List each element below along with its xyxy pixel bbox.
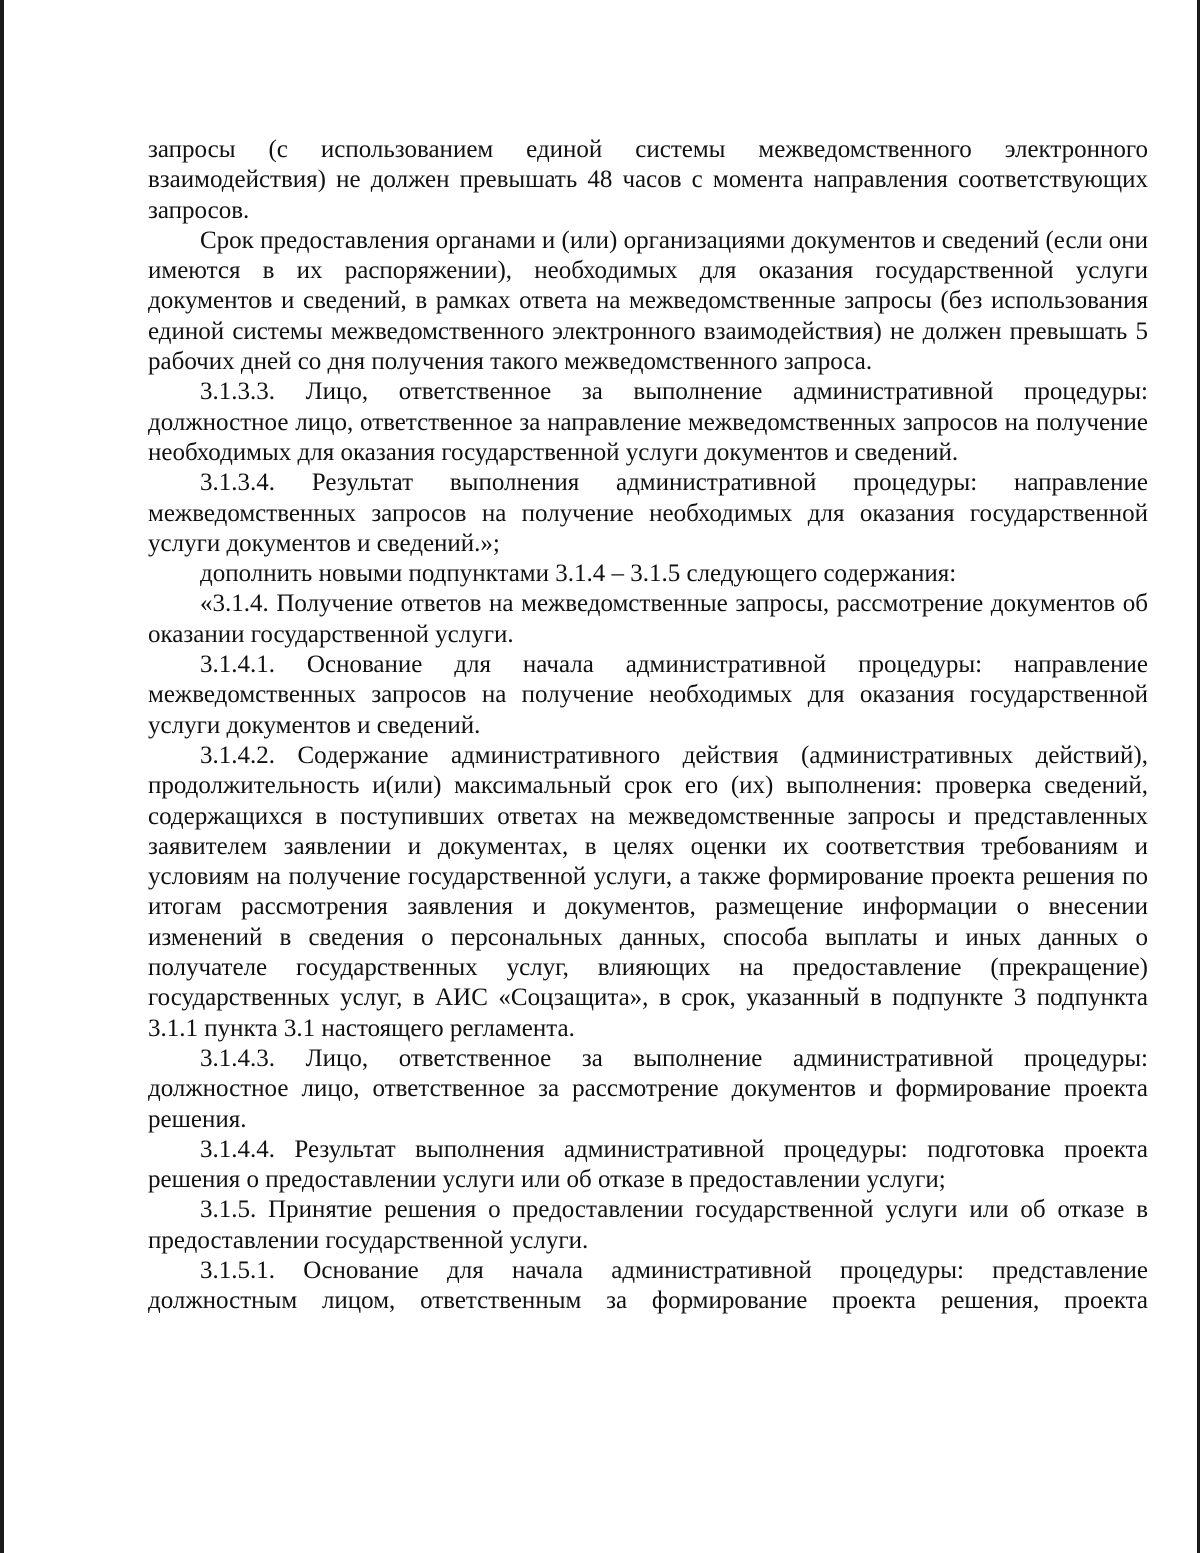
- paragraph-amendment-intro: дополнить новыми подпунктами 3.1.4 – 3.1.5 следующего содержания:: [200, 560, 957, 588]
- paragraph-3-1-4-4: 3.1.4.4. Результат выполнения административной процедуры: подготовка проекта решения о предоставлении услуги или об отказе в предоставлении услуги;: [148, 1135, 1148, 1194]
- paragraph-3-1-5-1: 3.1.5.1. Основание для начала административной процедуры: представление должностным лицом, ответственным за формирование проекта решения, проекта: [148, 1256, 1148, 1315]
- paragraph-3-1-5: 3.1.5. Принятие решения о предоставлении государственной услуги или об отказе в предоставлении государственной услуги.: [148, 1196, 1148, 1254]
- paragraph-3-1-4-2: 3.1.4.2. Содержание административного действия (административных действий), продолжительность и(или) максимальный срок его (их) выполнения: проверка сведений, содержащихся в поступивших ответах на межведомственные запросы и представленных заявителем заявлении и документах, в целях оценки их соответствия требованиям и условиям на получение государственной услуги, а также формирование проекта решения по итогам рассмотрения заявления и документов, размещение информации о внесении изменений в сведения о персональных данных, способа выплаты и иных данных о получателе государственных услуг, влияющих на предоставление (прекращение) государственных услуг, в АИС «Соцзащита», в срок, указанный в подпункте 3 подпункта 3.1.1 пункта 3.1 настоящего регламента.: [148, 741, 1148, 1042]
- document-body: [148, 135, 1148, 1317]
- paragraph-3-1-4-1: 3.1.4.1. Основание для начала административной процедуры: направление межведомственных запросов на получение необходимых для оказания государственной услуги документов и сведений.: [148, 651, 1148, 739]
- paragraph-3-1-3-3: 3.1.3.3. Лицо, ответственное за выполнение административной процедуры: должностное лицо, ответственное за направление межведомственных запросов на получение необходимых для оказания государственной услуги документов и сведений.: [148, 378, 1148, 466]
- paragraph-request-deadline-5-days: Срок предоставления органами и (или) организациями документов и сведений (если они имеются в их распоряжении), необходимых для оказания государственной услуги документов и сведений, в рамках ответа на межведомственные запросы (без использования единой системы межведомственного электронного взаимодействия) не должен превышать 5 рабочих дней со дня получения такого межведомственного запроса.: [148, 226, 1148, 376]
- paragraph-3-1-3-4: 3.1.3.4. Результат выполнения административной процедуры: направление межведомственных запросов на получение необходимых для оказания государственной услуги документов и сведений.»;: [148, 469, 1148, 557]
- paragraph-3-1-4-3: 3.1.4.3. Лицо, ответственное за выполнение административной процедуры: должностное лицо, ответственное за рассмотрение документов и формирование проекта решения.: [148, 1044, 1148, 1133]
- paragraph-3-1-4: «3.1.4. Получение ответов на межведомственные запросы, рассмотрение документов об оказании государственной услуги.: [148, 590, 1148, 648]
- paragraph-request-deadline-48h: запросы (с использованием единой системы межведомственного электронного взаимодействия) не должен превышать 48 часов с момента направления соответствующих запросов.: [148, 136, 1148, 224]
